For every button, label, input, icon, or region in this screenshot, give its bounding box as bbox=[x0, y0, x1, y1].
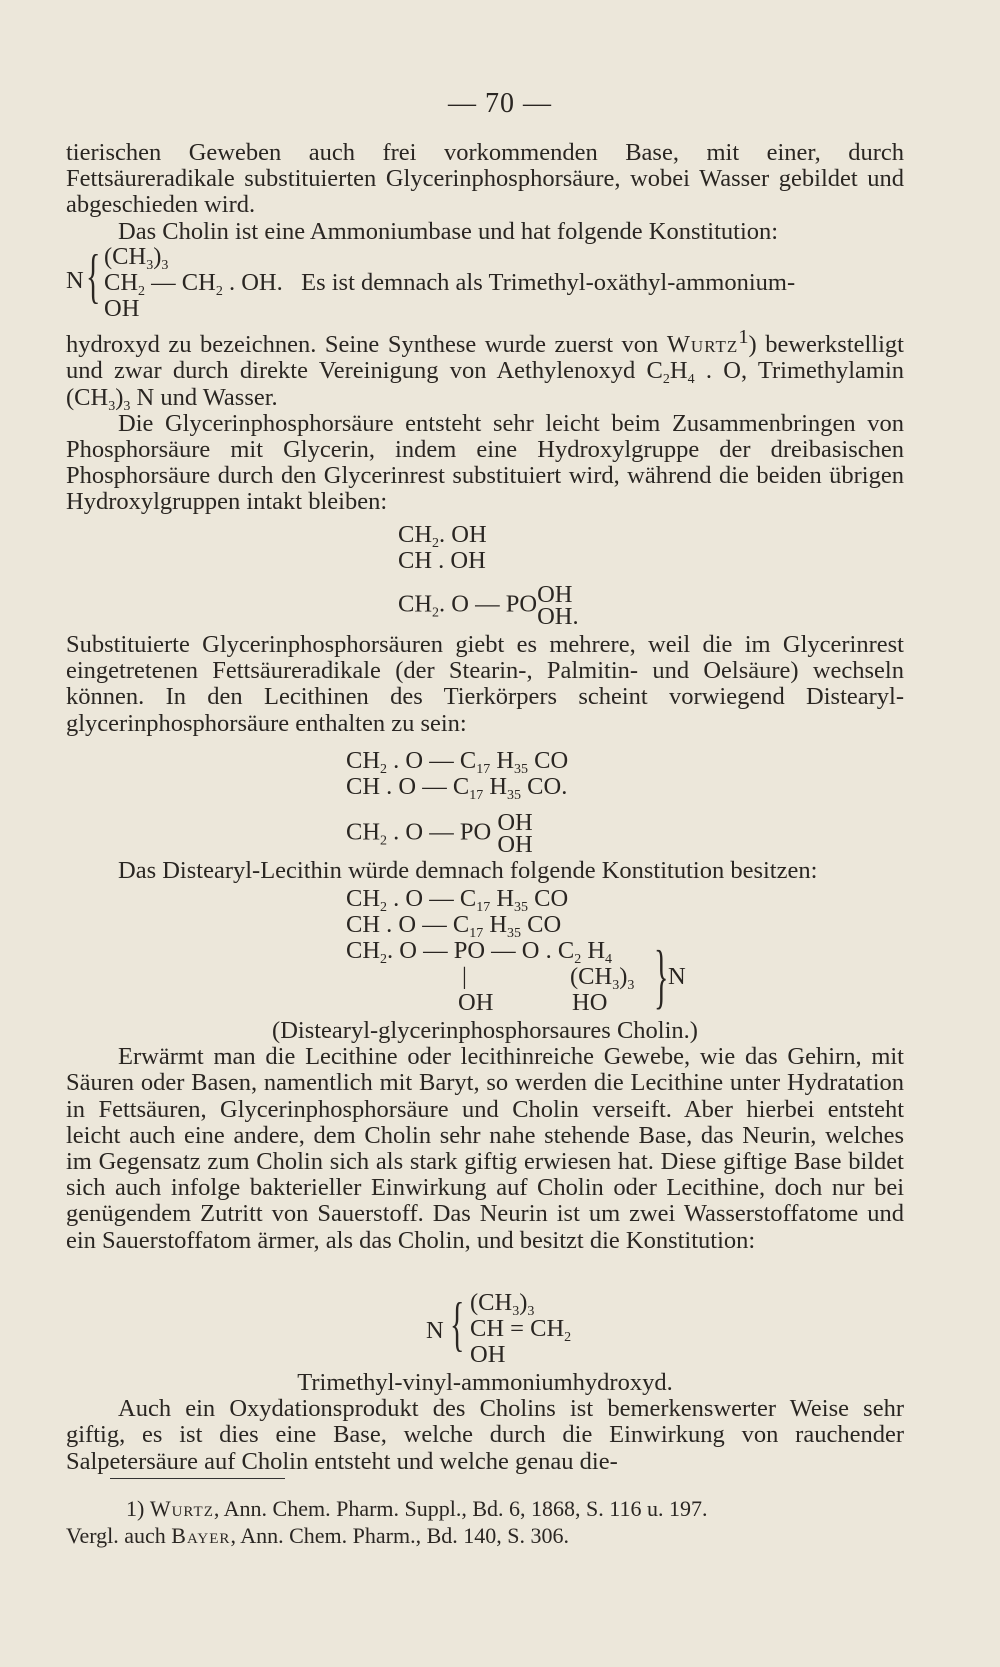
paragraph: Das Distearyl-Lecithin würde demnach folgende Konstitution besitzen: bbox=[118, 857, 818, 884]
formula-line: N bbox=[668, 963, 686, 990]
footnote bbox=[66, 1495, 926, 1549]
paragraph-substituted bbox=[66, 632, 904, 737]
formula-line: $(CH_3)_3$ bbox=[470, 1289, 535, 1319]
paragraph-neurin bbox=[66, 1018, 904, 1254]
formula-caption: Trimethyl-vinyl-ammoniumhydroxyd. bbox=[297, 1369, 673, 1396]
formula-line: $CH_2$. O — PO — O . $C_2$ $H_4$ bbox=[346, 937, 613, 967]
formula-line: | bbox=[462, 963, 467, 990]
formula-line: CH . O — $C_{17}$ $H_{35}$ CO. bbox=[346, 773, 568, 803]
formula-line: $CH_2$. OH bbox=[398, 521, 487, 551]
paragraph-lecithin bbox=[66, 858, 904, 884]
formula-line: OH bbox=[458, 989, 494, 1016]
author-name: Wurtz bbox=[666, 331, 739, 359]
page-number: — 70 — bbox=[448, 88, 552, 119]
paragraph-synthesis bbox=[66, 324, 904, 516]
formula-caption: (Distearyl-glycerinphosphorsaures Cholin.) bbox=[272, 1017, 698, 1044]
formula-line: $CH_2$ — $CH_2$ . OH. Es ist demnach als Trimethyl-oxäthyl-ammonium- bbox=[104, 269, 796, 299]
brace: { bbox=[450, 1291, 465, 1357]
footnote-line: 1) Wurtz, Ann. Chem. Pharm. Suppl., Bd. 6, 1868, S. 116 u. 197. bbox=[126, 1496, 708, 1521]
paragraph: tierischen Geweben auch frei vorkommenden Base, mit einer, durch Fettsäureradikale substituierten Glycerinphosphorsäure, wobei Wasser gebildet und abgeschieden wird. bbox=[66, 139, 904, 219]
paragraph-intro bbox=[66, 140, 904, 245]
brace: { bbox=[86, 243, 101, 309]
brace: } bbox=[654, 936, 669, 1016]
paragraph: Das Cholin ist eine Ammoniumbase und hat folgende Konstitution: bbox=[118, 217, 779, 245]
formula-line: OH bbox=[470, 1341, 506, 1368]
formula-line: $CH_2$ . O — $C_{17}$ $H_{35}$ CO bbox=[346, 747, 569, 777]
paragraph: Auch ein Oxydationsprodukt des Cholins ist bemerkenswerter Weise sehr giftig, es ist dies eine Base, welche durch die Einwirkung von rauchender Salpetersäure auf Cholin entsteht und welche genau die- bbox=[66, 1395, 904, 1475]
formula-line: $CH_2$ . O — $C_{17}$ $H_{35}$ CO bbox=[346, 885, 569, 915]
formula-line: $CH_2$ . O — PO OH OH bbox=[346, 809, 533, 858]
formula-line: $(CH_3)_3$ bbox=[570, 963, 635, 993]
formula-line: CH . OH bbox=[398, 547, 486, 574]
neurin-formula: N bbox=[426, 1317, 444, 1344]
paragraph: Substituierte Glycerinphosphorsäuren giebt es mehrere, weil die im Glycerinrest eingetretenen Fettsäureradikale (der Stearin-, Palmitin- und Oelsäure) wechseln können. In den Lecithinen des Tierkörpers scheint vorwiegend Distearyl-glycerinphosphorsäure enthalten zu sein: bbox=[66, 631, 904, 737]
paragraph-oxidation bbox=[66, 1370, 904, 1475]
footnote-line: Vergl. auch Bayer, Ann. Chem. Pharm., Bd. 140, S. 306. bbox=[66, 1523, 570, 1548]
formula-line: CH = $CH_2$ bbox=[470, 1315, 572, 1345]
formula-line: $CH_2$. O — POOH OH. bbox=[398, 581, 579, 630]
formula-line: $(CH_3)_3$ bbox=[104, 243, 169, 273]
footnote-divider bbox=[110, 1478, 285, 1479]
cholin-formula: N bbox=[66, 267, 84, 294]
formula-line: HO bbox=[572, 989, 608, 1016]
formula-line: OH bbox=[104, 295, 140, 322]
paragraph: Die Glycerinphosphorsäure entsteht sehr leicht beim Zusammenbringen von Phosphorsäure mit Glycerin, indem eine Hydroxylgruppe der dreibasischen Phosphorsäure durch den Glycerinrest substituiert wird, während die beiden übrigen Hydroxylgruppen intakt bleiben: bbox=[66, 409, 904, 516]
formula-line: CH . O — $C_{17}$ $H_{35}$ CO bbox=[346, 911, 562, 941]
paragraph: hydroxyd zu bezeichnen. Seine Synthese wurde zuerst von Wurtz$^1$) bewerkstelligt und zwar durch direkte Vereinigung von Aethylenoxyd $C_2H_4$ . O, Trimethylamin $(CH_3)_3$ N und Wasser. bbox=[66, 326, 905, 414]
paragraph: Erwärmt man die Lecithine oder lecithinreiche Gewebe, wie das Gehirn, mit Säuren oder Basen, namentlich mit Baryt, so werden die Lecithine unter Hydratation in Fettsäuren, Glycerinphosphorsäure und Cholin verseift. Aber hierbei entsteht leicht auch eine andere, dem Cholin sehr nahe stehende Base, das Neurin, welches im Gegensatz zum Cholin sich als stark giftig erwiesen hat. Diese giftige Base bildet sich auch infolge bakterieller Einwirkung auf Cholin oder Lecithine, doch nur bei genügendem Zutritt von Sauerstoff. Das Neurin ist um zwei Wasserstoffatome und ein Sauerstoffatom ärmer, als das Cholin, und besitzt die Konstitution: bbox=[66, 1043, 904, 1254]
